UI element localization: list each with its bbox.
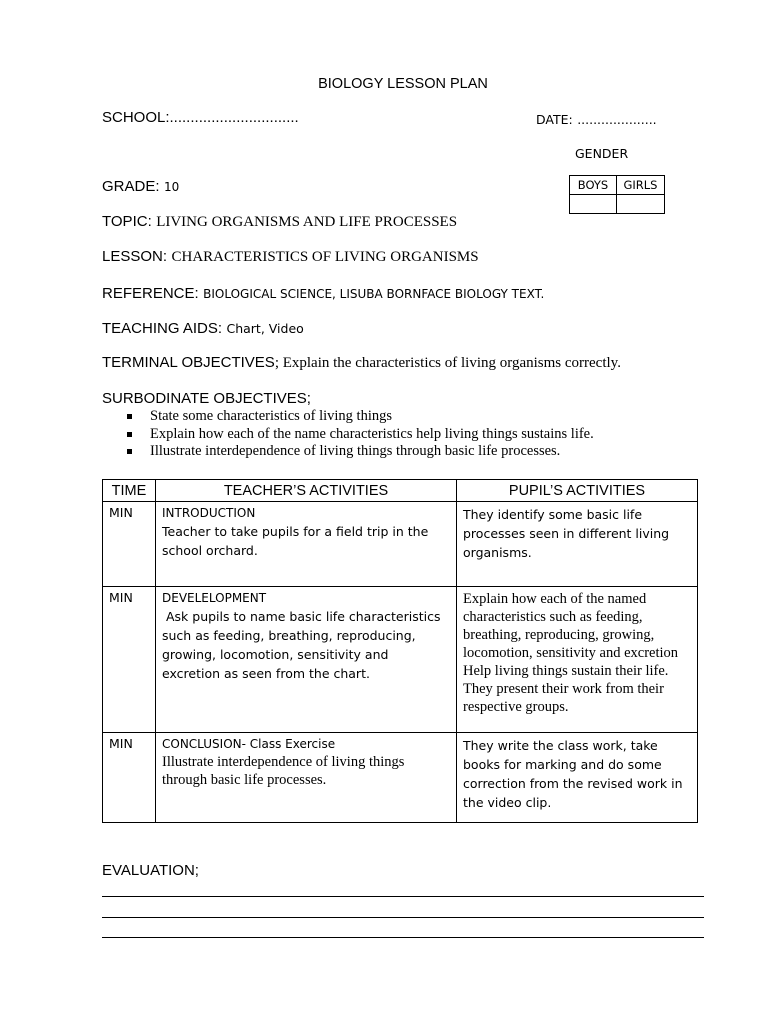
- evaluation-answer-line: [102, 917, 704, 918]
- teacher-activity-cell: [156, 733, 457, 823]
- grade-value: 10: [163, 180, 180, 194]
- subordinate-objectives-label: SURBODINATE OBJECTIVES;: [102, 390, 311, 407]
- teacher-activity-heading: DEVELELOPMENT: [162, 591, 267, 605]
- pupil-activity-text: Explain how each of the named characteristics such as feeding, breathing, reproducing, growing, locomotion, sensitivity and excretion Help living things sustain their life. They present their work from their respective groups.: [463, 591, 686, 715]
- time-cell: MIN: [103, 502, 156, 587]
- teacher-activity-text: Ask pupils to name basic life characteristics such as feeding, breathing, reproducing, growing, locomotion, sensitivity and excretion as seen from the chart.: [162, 609, 445, 681]
- terminal-objectives-field: [102, 354, 621, 372]
- date-label: DATE:: [536, 112, 573, 127]
- table-row: [103, 502, 698, 587]
- topic-value: LIVING ORGANISMS AND LIFE PROCESSES: [156, 214, 458, 230]
- teacher-activity-cell: [156, 502, 457, 587]
- table-header-row: [103, 480, 698, 502]
- pupil-activities-column-header: PUPIL’S ACTIVITIES: [457, 480, 698, 502]
- lesson-field: [102, 248, 479, 266]
- teacher-activity-heading: INTRODUCTION: [162, 506, 256, 520]
- boys-header: BOYS: [570, 176, 617, 195]
- pupil-activity-cell: [457, 587, 698, 733]
- evaluation-answer-line: [102, 937, 704, 938]
- teaching-aids-value: Chart, Video: [226, 321, 304, 336]
- gender-label: GENDER: [575, 146, 629, 161]
- reference-value: BIOLOGICAL SCIENCE, LISUBA BORNFACE BIOLOGY TEXT.: [203, 287, 545, 301]
- subordinate-objectives-list: [127, 408, 594, 461]
- teaching-aids-field: [102, 320, 304, 338]
- lesson-value: CHARACTERISTICS OF LIVING ORGANISMS: [171, 249, 479, 265]
- boys-count-cell: [570, 195, 617, 214]
- time-column-header: TIME: [103, 480, 156, 502]
- teacher-activities-column-header: TEACHER’S ACTIVITIES: [156, 480, 457, 502]
- lesson-label: LESSON:: [102, 248, 168, 265]
- time-cell: MIN: [103, 587, 156, 733]
- time-cell: MIN: [103, 733, 156, 823]
- girls-header: GIRLS: [617, 176, 665, 195]
- school-value: ...............................: [169, 109, 299, 126]
- girls-count-cell: [617, 195, 665, 214]
- grade-field: [102, 178, 179, 196]
- document-title: BIOLOGY LESSON PLAN: [318, 76, 488, 92]
- grade-label: GRADE:: [102, 178, 160, 195]
- gender-table: [569, 175, 665, 214]
- teacher-activity-text: Teacher to take pupils for a field trip in the school orchard.: [162, 524, 429, 558]
- list-item: Explain how each of the name characteristics help living things sustains life.: [127, 426, 594, 444]
- topic-label: TOPIC:: [102, 213, 152, 230]
- date-field: [536, 111, 657, 129]
- table-row: [103, 587, 698, 733]
- activities-table: [102, 479, 698, 823]
- reference-label: REFERENCE:: [102, 285, 199, 302]
- teacher-activity-heading: CONCLUSION- Class Exercise: [162, 737, 336, 751]
- terminal-objectives-label: TERMINAL OBJECTIVES: [102, 354, 275, 371]
- reference-field: [102, 285, 544, 303]
- teacher-activity-text: Illustrate interdependence of living things through basic life processes.: [162, 754, 405, 788]
- pupil-activity-text: They write the class work, take books for marking and do some correction from the revised work in the video clip.: [463, 738, 683, 810]
- evaluation-label: EVALUATION;: [102, 862, 199, 879]
- teaching-aids-label: TEACHING AIDS:: [102, 320, 223, 337]
- teacher-activity-cell: [156, 587, 457, 733]
- pupil-activity-cell: [457, 733, 698, 823]
- evaluation-answer-line: [102, 896, 704, 897]
- table-row: [103, 733, 698, 823]
- topic-field: [102, 213, 457, 231]
- list-item: Illustrate interdependence of living things through basic life processes.: [127, 443, 594, 461]
- school-label: SCHOOL:: [102, 109, 170, 126]
- school-field: [102, 109, 299, 127]
- list-item: State some characteristics of living things: [127, 408, 594, 426]
- pupil-activity-text: They identify some basic life processes seen in different living organisms.: [463, 507, 670, 560]
- pupil-activity-cell: [457, 502, 698, 587]
- terminal-objectives-value: ; Explain the characteristics of living organisms correctly.: [274, 355, 621, 371]
- date-value: ....................: [577, 112, 657, 127]
